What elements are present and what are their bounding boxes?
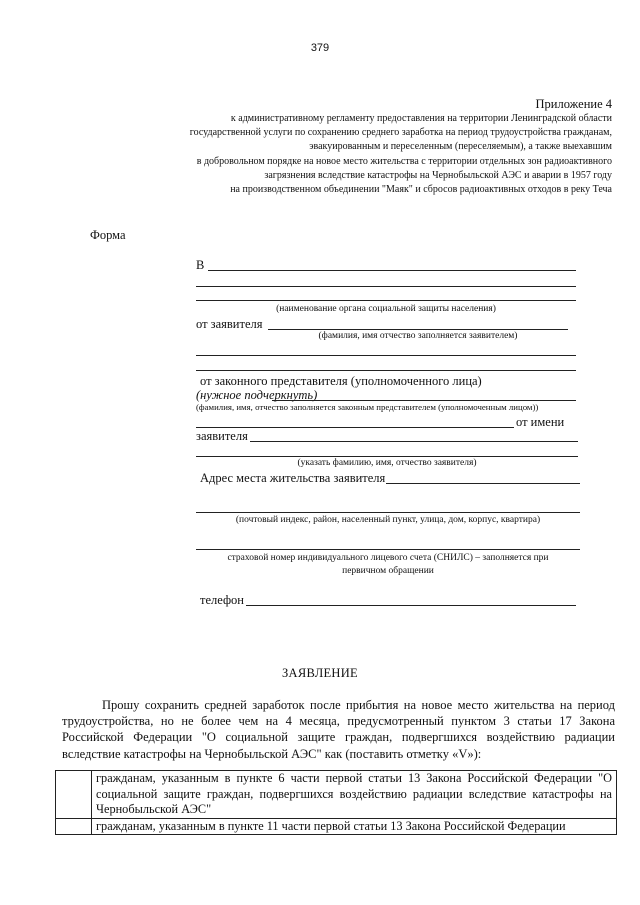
applicant-note: (фамилия, имя отчество заполняется заявителем) [318,331,518,341]
representative-field-line-2[interactable] [196,427,514,428]
representative-label: от законного представителя (уполномоченного лица) [200,374,482,388]
options-table [55,770,617,835]
organ-note: (наименование органа социальной защиты населения) [276,304,496,314]
organ-field-line-1[interactable] [208,270,576,271]
appendix-line: государственной услуги по сохранению среднего заработка на период трудоустройства гражданам, [189,127,612,139]
appendix-line: в добровольном порядке на новое место жительства с территории отдельных зон радиоактивного [196,155,612,167]
appendix-description [112,112,612,197]
option-row [56,818,617,835]
appendix-line: на производственном объединении "Маяк" и сбросов радиоактивных отходов в реку Теча [230,184,612,196]
representative-field[interactable] [272,400,576,401]
address-label: Адрес места жительства заявителя [200,471,386,485]
applicant-field[interactable] [268,329,568,330]
phone-label: телефон [200,593,244,607]
appendix-line: загрязнения вследствие катастрофы на Чернобыльской АЭС и аварии в 1957 году [264,169,612,181]
applicant-field-line-2[interactable] [196,355,576,356]
snils-field[interactable] [196,549,580,550]
applicant-label: от заявителя [196,317,263,331]
address-field[interactable] [386,483,580,484]
appendix-line: эвакуированным и переселенным (переселяемым), а также выехавшим [309,141,612,153]
option-row [56,771,617,819]
appendix-line: к административному регламенту предоставления на территории Ленинградской области [230,113,612,124]
statement-title: ЗАЯВЛЕНИЕ [282,666,358,680]
representative-note: (фамилия, имя, отчество заполняется законным представителем (уполномоченным лицом)) [196,402,539,412]
page-number: 379 [310,42,330,54]
applicant2-note: (указать фамилию, имя, отчество заявителя) [297,458,477,468]
organ-field-line-3[interactable] [196,300,576,301]
address-field-line-2[interactable] [196,512,580,513]
address-note: (почтовый индекс, район, населенный пункт, улица, дом, корпус, квартира) [235,515,541,525]
option-text: гражданам, указанным в пункте 11 части первой статьи 13 Закона Российской Федерации [92,818,617,835]
statement-paragraph: Прошу сохранить средней заработок после прибытия на новое место жительства на период трудоустройства, но не более чем на 4 месяца, предусмотренный пунктом 3 статьи 17 Закона Российской Федерации "О социальной защите граждан, подвергшихся воздействию радиации вследствие катастрофы на Чернобыльской АЭС" как (поставить отметку «V»): [62,698,615,761]
applicant2-field-line-2[interactable] [196,456,578,457]
on-behalf-label: от имени [516,415,565,429]
phone-field[interactable] [246,605,576,606]
form-label: Форма [90,228,126,242]
option-checkbox[interactable] [56,771,92,819]
option-checkbox[interactable] [56,818,92,835]
applicant2-field[interactable] [250,441,578,442]
option-text: гражданам, указанным в пункте 6 части первой статьи 13 Закона Российской Федерации "О социальной защите граждан, подвергшихся воздействию радиации вследствие катастрофы на Чернобыльской АЭС" [92,771,617,819]
organ-field-line-2[interactable] [196,286,576,287]
applicant2-label: заявителя [196,429,248,443]
to-prefix: В [196,258,205,272]
applicant-field-line-3[interactable] [196,370,576,371]
representative-italic-note: (нужное подчеркнуть) [196,388,318,402]
appendix-title: Приложение 4 [535,97,612,111]
snils-note-1: страховой номер индивидуального лицевого счета (СНИЛС) – заполняется при [227,553,549,563]
snils-note-2: первичном обращении [342,566,434,576]
